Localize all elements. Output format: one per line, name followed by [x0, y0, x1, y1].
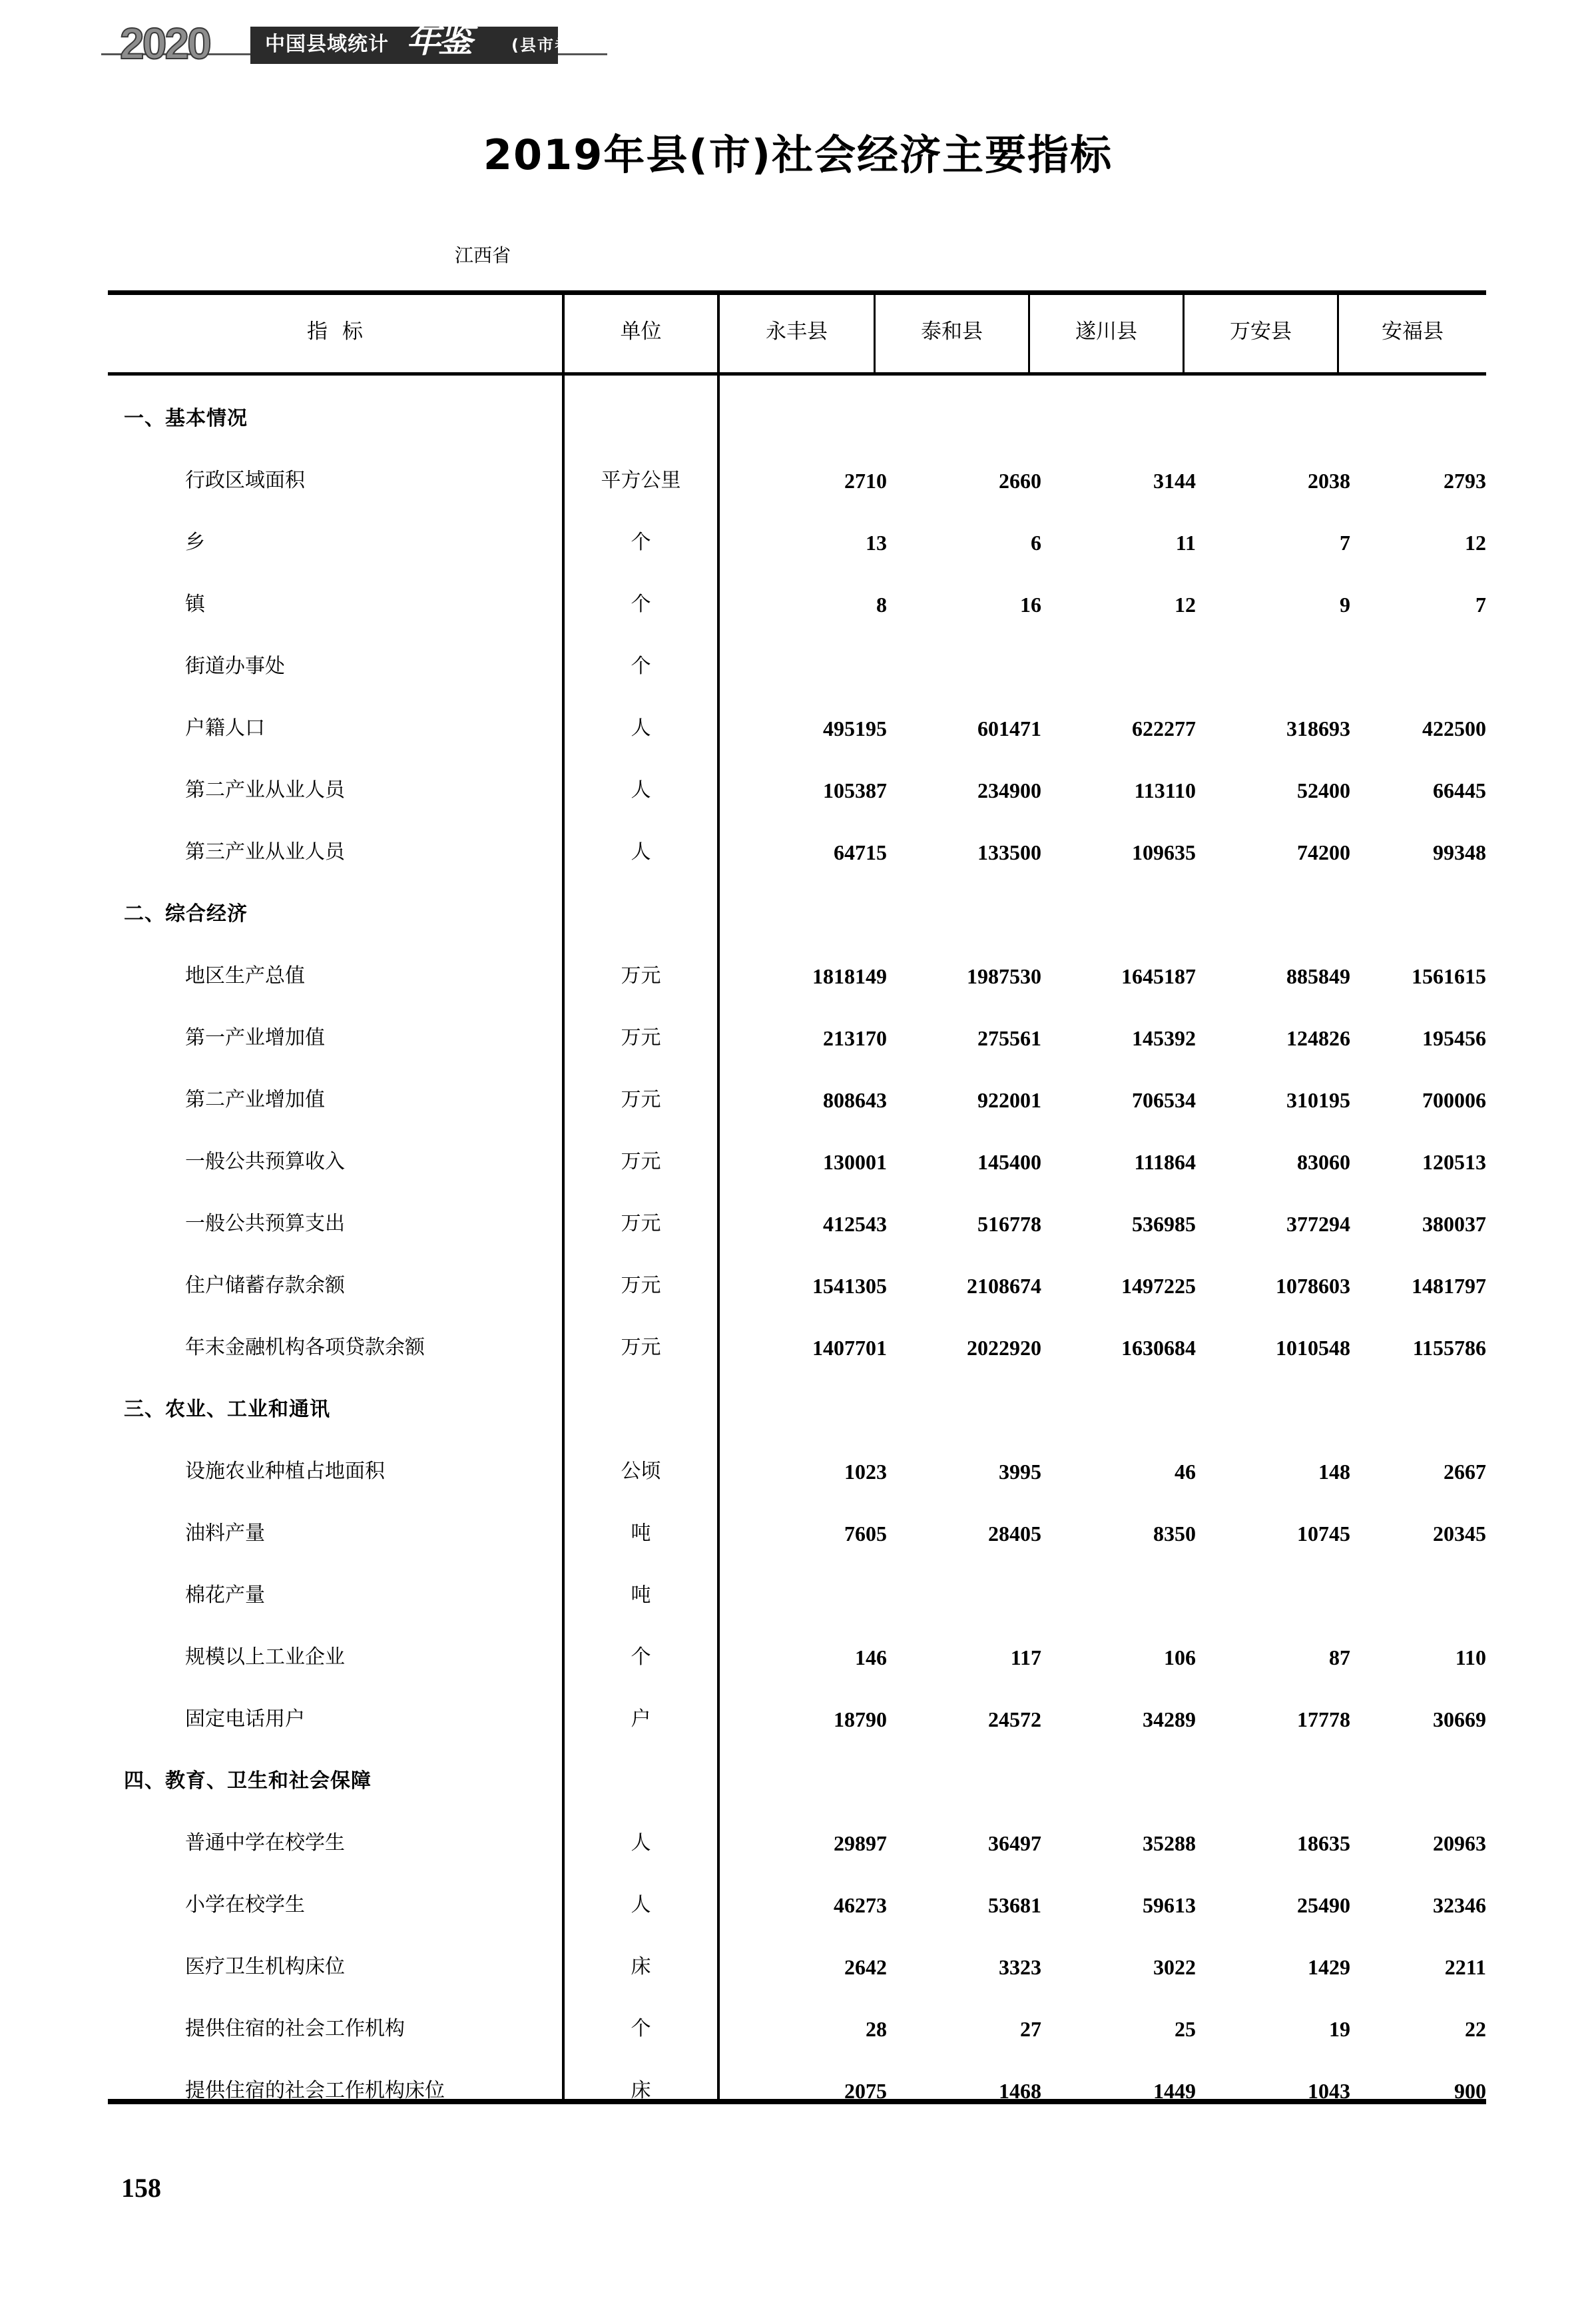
- row-value: 601471: [977, 717, 1041, 740]
- row-label: 第三产业从业人员: [185, 840, 345, 864]
- row-value: 133500: [977, 840, 1041, 864]
- row-value: 13: [866, 531, 887, 555]
- table-row: [108, 1011, 1486, 1067]
- row-value: 2108674: [967, 1274, 1041, 1298]
- row-label: 普通中学在校学生: [185, 1831, 345, 1855]
- row-value: 105387: [823, 778, 887, 802]
- row-value: 59613: [1143, 1893, 1196, 1917]
- row-value: 380037: [1422, 1212, 1486, 1236]
- row-value: 3323: [999, 1955, 1041, 1979]
- table-row: [108, 1320, 1486, 1376]
- row-label: 提供住宿的社会工作机构床位: [185, 2079, 445, 2102]
- row-value: 2642: [844, 1955, 887, 1979]
- row-value: 22: [1465, 2017, 1486, 2041]
- row-value: 3144: [1153, 469, 1196, 493]
- table-row: [108, 2002, 1486, 2058]
- row-unit: 吨: [631, 1522, 651, 1545]
- row-value: 1010548: [1276, 1336, 1350, 1360]
- row-unit: 人: [631, 1893, 651, 1916]
- row-label: 医疗卫生机构床位: [185, 1955, 345, 1978]
- row-value: 7: [1475, 593, 1486, 617]
- header-unit: 单位: [620, 320, 662, 344]
- row-value: 808643: [823, 1088, 887, 1112]
- table-row: [108, 1135, 1486, 1191]
- row-value: 1449: [1153, 2079, 1196, 2103]
- row-label: 街道办事处: [185, 655, 285, 678]
- table-row: [108, 1259, 1486, 1314]
- row-value: 52400: [1297, 778, 1350, 802]
- row-value: 20963: [1433, 1831, 1486, 1855]
- row-label: 年末金融机构各项贷款余额: [185, 1336, 425, 1359]
- row-value: 1541305: [812, 1274, 887, 1298]
- table-section-row: [108, 1754, 1486, 1810]
- row-value: 700006: [1422, 1088, 1486, 1112]
- table-row: [108, 1630, 1486, 1686]
- row-unit: 个: [631, 593, 651, 616]
- table-row: [108, 453, 1486, 509]
- row-value: 495195: [823, 717, 887, 740]
- row-value: 8: [876, 593, 887, 617]
- row-value: 213170: [823, 1026, 887, 1050]
- masthead-year: 2020: [120, 19, 210, 68]
- table-row: [108, 515, 1486, 571]
- row-value: 11: [1175, 531, 1196, 555]
- table-row: [108, 639, 1486, 695]
- row-value: 885849: [1286, 964, 1350, 988]
- row-unit: 个: [631, 655, 651, 678]
- row-value: 46: [1175, 1460, 1196, 1484]
- row-value: 1481797: [1412, 1274, 1486, 1298]
- row-value: 706534: [1132, 1088, 1196, 1112]
- header-county-4: 安福县: [1382, 320, 1444, 344]
- row-unit: 万元: [621, 1026, 661, 1049]
- row-unit: 万元: [621, 1088, 661, 1111]
- table-row: [108, 1506, 1486, 1562]
- table-row: [108, 1816, 1486, 1872]
- header-county-2: 遂川县: [1075, 320, 1137, 344]
- row-value: 148: [1318, 1460, 1350, 1484]
- table-section-row: [108, 887, 1486, 943]
- row-label: 规模以上工业企业: [185, 1645, 345, 1669]
- row-value: 516778: [977, 1212, 1041, 1236]
- table-row: [108, 1878, 1486, 1934]
- row-unit: 人: [631, 840, 651, 864]
- row-value: 83060: [1297, 1150, 1350, 1174]
- row-value: 7605: [844, 1522, 887, 1546]
- masthead-logo: [120, 19, 586, 71]
- row-value: 2667: [1444, 1460, 1486, 1484]
- section-heading: 四、教育、卫生和社会保障: [124, 1769, 372, 1793]
- section-heading: 一、基本情况: [124, 407, 248, 430]
- row-value: 536985: [1132, 1212, 1196, 1236]
- row-value: 9: [1340, 593, 1350, 617]
- row-value: 145392: [1132, 1026, 1196, 1050]
- row-value: 8350: [1153, 1522, 1196, 1546]
- table-row: [108, 1197, 1486, 1253]
- row-value: 7: [1340, 531, 1350, 555]
- table-row: [108, 1568, 1486, 1624]
- row-unit: 人: [631, 717, 651, 740]
- row-value: 1023: [844, 1460, 887, 1484]
- row-value: 1630684: [1121, 1336, 1196, 1360]
- row-value: 2022920: [967, 1336, 1041, 1360]
- row-label: 提供住宿的社会工作机构: [185, 2017, 405, 2040]
- row-value: 195456: [1422, 1026, 1486, 1050]
- row-value: 3022: [1153, 1955, 1196, 1979]
- row-value: 64715: [834, 840, 887, 864]
- table-top-rule: [108, 290, 1486, 295]
- page-title: 2019年县(市)社会经济主要指标: [483, 131, 1113, 179]
- row-value: 18635: [1297, 1831, 1350, 1855]
- row-value: 28405: [988, 1522, 1041, 1546]
- row-unit: 吨: [631, 1584, 651, 1607]
- row-value: 74200: [1297, 840, 1350, 864]
- row-value: 318693: [1286, 717, 1350, 740]
- row-label: 一般公共预算收入: [185, 1150, 345, 1173]
- row-value: 146: [855, 1645, 887, 1669]
- row-value: 30669: [1433, 1707, 1486, 1731]
- row-value: 2660: [999, 469, 1041, 493]
- row-value: 130001: [823, 1150, 887, 1174]
- row-value: 275561: [977, 1026, 1041, 1050]
- row-label: 第二产业增加值: [185, 1088, 325, 1111]
- page-number: 158: [121, 2173, 161, 2203]
- row-unit: 万元: [621, 964, 661, 988]
- row-value: 1078603: [1276, 1274, 1350, 1298]
- row-value: 28: [866, 2017, 887, 2041]
- table-row: [108, 1073, 1486, 1129]
- table-header-rule: [108, 372, 1486, 376]
- row-unit: 人: [631, 1831, 651, 1855]
- statistics-table: [108, 290, 1486, 2107]
- row-value: 25: [1175, 2017, 1196, 2041]
- row-value: 234900: [977, 778, 1041, 802]
- row-unit: 床: [631, 2079, 651, 2102]
- row-value: 87: [1329, 1645, 1350, 1669]
- row-value: 922001: [977, 1088, 1041, 1112]
- row-label: 第二产业从业人员: [185, 778, 345, 802]
- row-value: 66445: [1433, 778, 1486, 802]
- row-value: 1987530: [967, 964, 1041, 988]
- row-value: 2710: [844, 469, 887, 493]
- row-value: 113110: [1134, 778, 1196, 802]
- row-value: 2793: [1444, 469, 1486, 493]
- row-value: 622277: [1132, 717, 1196, 740]
- row-value: 1407701: [812, 1336, 887, 1360]
- header-county-1: 泰和县: [921, 320, 983, 344]
- row-value: 10745: [1297, 1522, 1350, 1546]
- table-row: [108, 949, 1486, 1005]
- row-value: 110: [1455, 1645, 1486, 1669]
- row-value: 27: [1020, 2017, 1041, 2041]
- row-value: 36497: [988, 1831, 1041, 1855]
- row-value: 32346: [1433, 1893, 1486, 1917]
- row-unit: 平方公里: [601, 469, 681, 492]
- table-row: [108, 825, 1486, 881]
- section-heading: 二、综合经济: [124, 902, 248, 926]
- row-label: 乡: [185, 531, 205, 554]
- row-value: 117: [1010, 1645, 1041, 1669]
- row-value: 1497225: [1121, 1274, 1196, 1298]
- row-value: 120513: [1422, 1150, 1486, 1174]
- row-label: 棉花产量: [185, 1584, 265, 1607]
- row-value: 53681: [988, 1893, 1041, 1917]
- row-value: 24572: [988, 1707, 1041, 1731]
- row-value: 99348: [1433, 840, 1486, 864]
- row-value: 29897: [834, 1831, 887, 1855]
- table-row: [108, 1444, 1486, 1500]
- row-unit: 人: [631, 778, 651, 802]
- row-value: 124826: [1286, 1026, 1350, 1050]
- row-label: 设施农业种植占地面积: [185, 1460, 385, 1483]
- row-value: 106: [1164, 1645, 1196, 1669]
- header-county-0: 永丰县: [766, 320, 828, 344]
- row-value: 6: [1031, 531, 1041, 555]
- row-value: 1818149: [812, 964, 887, 988]
- row-value: 3995: [999, 1460, 1041, 1484]
- row-value: 2075: [844, 2079, 887, 2103]
- row-label: 一般公共预算支出: [185, 1212, 345, 1235]
- row-value: 1043: [1308, 2079, 1350, 2103]
- row-value: 18790: [834, 1707, 887, 1731]
- masthead-volume-label: (县市卷): [511, 36, 581, 55]
- row-unit: 万元: [621, 1336, 661, 1359]
- row-value: 19: [1329, 2017, 1350, 2041]
- row-unit: 户: [631, 1707, 651, 1731]
- row-value: 1561615: [1412, 964, 1486, 988]
- row-unit: 个: [631, 1645, 651, 1669]
- row-label: 行政区域面积: [185, 469, 305, 492]
- row-label: 小学在校学生: [185, 1893, 305, 1916]
- row-value: 34289: [1143, 1707, 1196, 1731]
- row-value: 2038: [1308, 469, 1350, 493]
- row-value: 109635: [1132, 840, 1196, 864]
- row-value: 310195: [1286, 1088, 1350, 1112]
- row-value: 412543: [823, 1212, 887, 1236]
- table-section-row: [108, 392, 1486, 447]
- row-value: 377294: [1286, 1212, 1350, 1236]
- row-value: 111864: [1134, 1150, 1196, 1174]
- table-row: [108, 1692, 1486, 1748]
- row-value: 20345: [1433, 1522, 1486, 1546]
- row-value: 145400: [977, 1150, 1041, 1174]
- row-label: 油料产量: [185, 1522, 265, 1545]
- section-heading: 三、农业、工业和通讯: [124, 1398, 330, 1421]
- row-unit: 床: [631, 1955, 651, 1978]
- row-value: 2211: [1444, 1955, 1486, 1979]
- row-label: 住户储蓄存款余额: [185, 1274, 345, 1297]
- row-unit: 公顷: [621, 1460, 661, 1483]
- row-unit: 万元: [621, 1150, 661, 1173]
- row-value: 17778: [1297, 1707, 1350, 1731]
- row-label: 第一产业增加值: [185, 1026, 325, 1049]
- row-label: 地区生产总值: [185, 964, 305, 988]
- row-label: 镇: [185, 593, 205, 616]
- row-value: 12: [1175, 593, 1196, 617]
- row-value: 35288: [1143, 1831, 1196, 1855]
- table-section-row: [108, 1382, 1486, 1438]
- table-row: [108, 577, 1486, 633]
- row-unit: 个: [631, 2017, 651, 2040]
- row-value: 25490: [1297, 1893, 1350, 1917]
- province-caption: 江西省: [454, 244, 511, 266]
- row-value: 1429: [1308, 1955, 1350, 1979]
- row-value: 1155786: [1412, 1336, 1486, 1360]
- row-value: 16: [1020, 593, 1041, 617]
- row-unit: 万元: [621, 1212, 661, 1235]
- row-value: 900: [1454, 2079, 1486, 2103]
- row-unit: 万元: [621, 1274, 661, 1297]
- header-indicator: 指标: [307, 320, 378, 344]
- row-value: 46273: [834, 1893, 887, 1917]
- row-value: 422500: [1422, 717, 1486, 740]
- header-county-3: 万安县: [1230, 320, 1292, 344]
- row-unit: 个: [631, 531, 651, 554]
- row-value: 1468: [999, 2079, 1041, 2103]
- row-label: 户籍人口: [185, 717, 265, 740]
- masthead-yearbook-calligraphy: 年鉴: [406, 21, 471, 61]
- table-row: [108, 701, 1486, 757]
- row-label: 固定电话用户: [185, 1707, 305, 1731]
- table-row: [108, 1940, 1486, 1996]
- masthead-series-title: 中国县域统计: [265, 33, 389, 56]
- row-value: 1645187: [1121, 964, 1196, 988]
- row-value: 12: [1465, 531, 1486, 555]
- table-row: [108, 763, 1486, 819]
- table-row: [108, 2064, 1486, 2120]
